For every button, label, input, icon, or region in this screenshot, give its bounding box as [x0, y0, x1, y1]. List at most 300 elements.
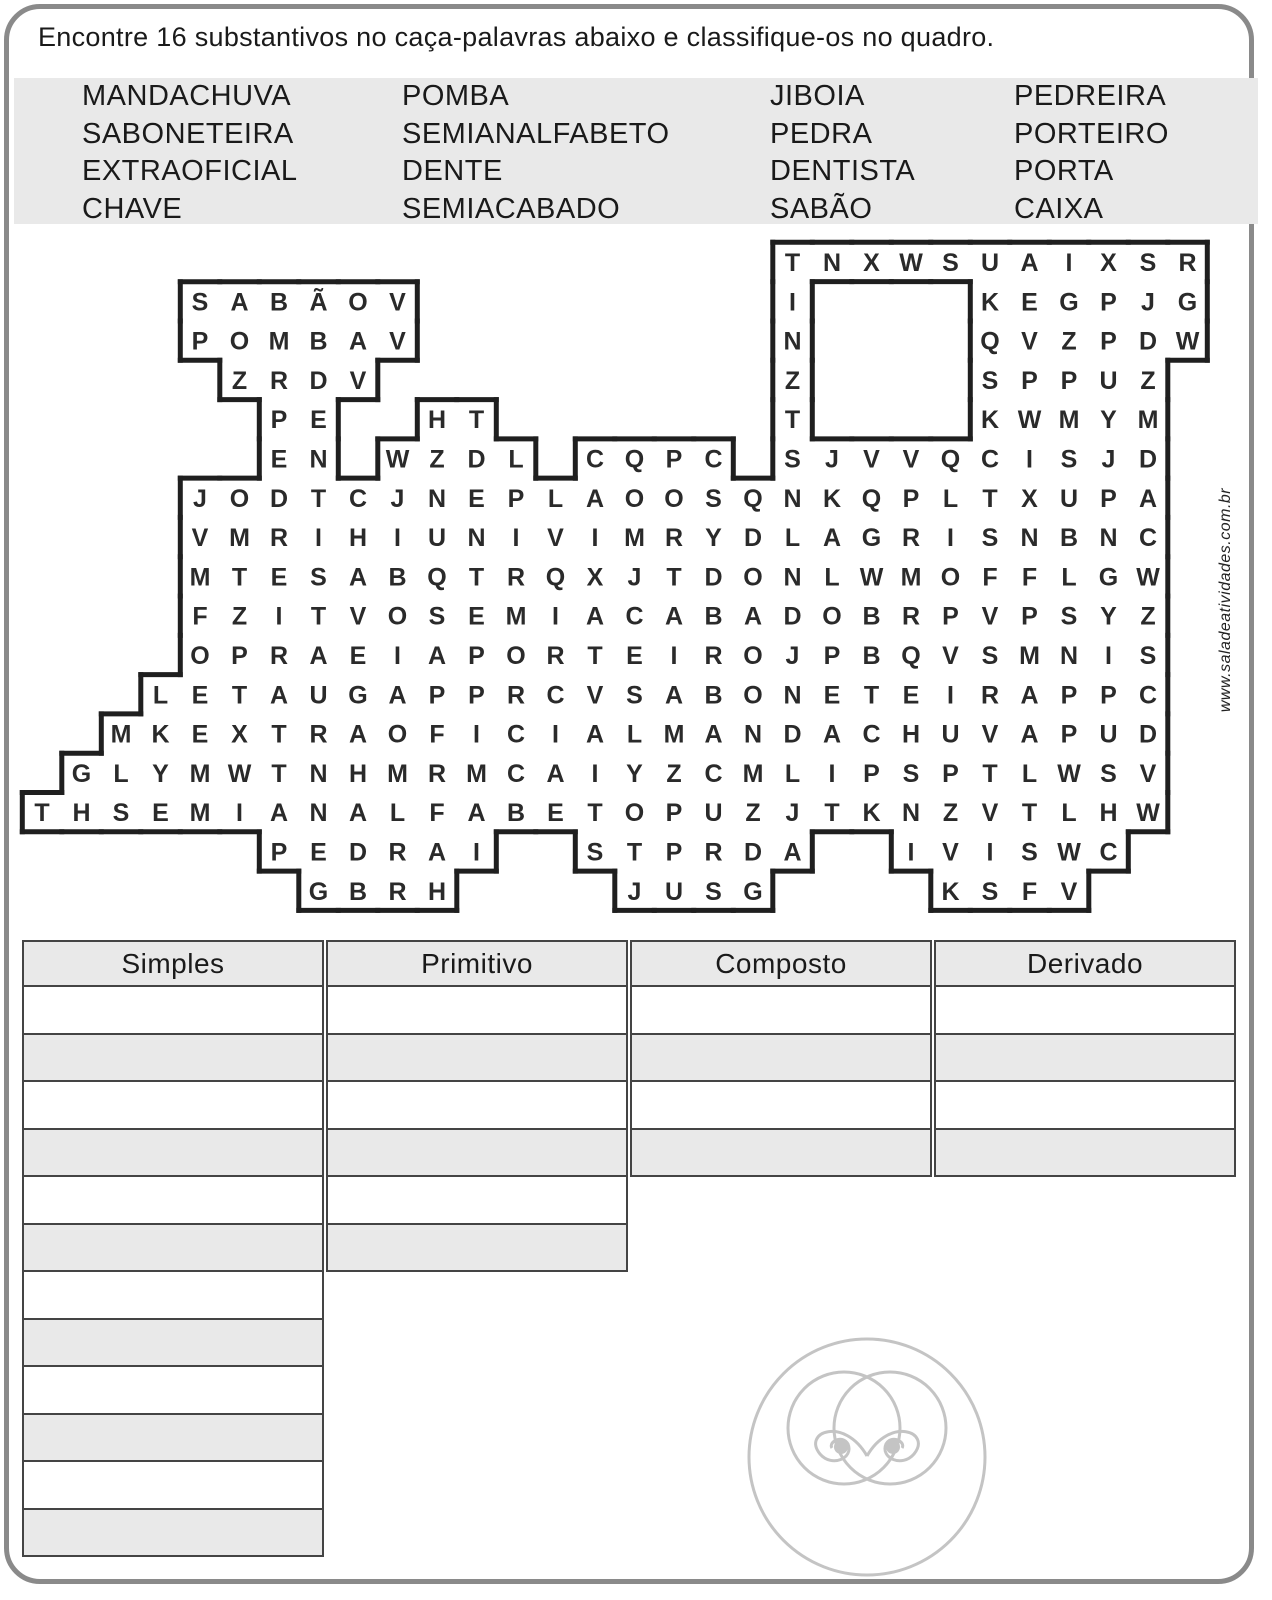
grid-letter[interactable]: F [982, 563, 998, 592]
grid-letter[interactable]: I [275, 602, 283, 631]
grid-letter[interactable]: O [743, 681, 763, 710]
answer-cell[interactable] [22, 1367, 324, 1415]
grid-letter[interactable]: L [508, 445, 524, 474]
grid-letter[interactable]: C [980, 445, 1000, 474]
grid-letter[interactable]: V [547, 524, 564, 553]
grid-letter[interactable]: R [901, 524, 921, 553]
grid-letter[interactable]: V [902, 445, 920, 474]
answer-cell[interactable] [22, 1225, 324, 1273]
grid-letter[interactable]: E [191, 720, 209, 749]
grid-letter[interactable]: T [784, 249, 801, 277]
grid-letter[interactable]: L [784, 759, 801, 788]
grid-letter[interactable]: R [269, 524, 289, 553]
grid-letter[interactable]: V [191, 524, 209, 553]
answer-cell[interactable] [934, 1082, 1236, 1130]
grid-letter[interactable]: J [825, 445, 839, 474]
answer-cell[interactable] [326, 1082, 628, 1130]
grid-letter[interactable]: T [824, 799, 840, 828]
grid-letter[interactable]: E [270, 563, 288, 592]
grid-letter[interactable]: S [981, 524, 999, 553]
grid-letter[interactable]: I [552, 720, 559, 749]
grid-letter[interactable]: A [585, 484, 605, 513]
grid-letter[interactable]: C [625, 602, 644, 631]
grid-letter[interactable]: J [390, 484, 405, 513]
answer-cell[interactable] [326, 1225, 628, 1273]
grid-letter[interactable]: L [824, 563, 840, 592]
grid-letter[interactable]: P [665, 838, 683, 867]
answer-cell[interactable] [22, 1130, 324, 1178]
grid-letter[interactable]: W [385, 445, 410, 474]
grid-letter[interactable]: R [704, 642, 723, 670]
grid-letter[interactable]: X [231, 720, 248, 749]
grid-letter[interactable]: N [309, 799, 328, 828]
grid-letter[interactable]: P [468, 642, 485, 670]
grid-letter[interactable]: V [389, 288, 406, 317]
answer-cell[interactable] [630, 987, 932, 1035]
grid-letter[interactable]: Ã [309, 288, 328, 317]
grid-letter[interactable]: P [507, 484, 525, 513]
grid-letter[interactable]: N [309, 445, 328, 474]
grid-letter[interactable]: B [704, 681, 723, 710]
grid-letter[interactable]: Q [545, 563, 566, 592]
grid-letter[interactable]: L [152, 681, 169, 710]
grid-letter[interactable]: U [941, 720, 960, 749]
grid-letter[interactable]: I [552, 602, 559, 631]
grid-letter[interactable]: T [231, 563, 248, 592]
grid-letter[interactable]: T [626, 838, 643, 867]
grid-letter[interactable]: A [743, 602, 763, 631]
grid-letter[interactable]: T [982, 759, 998, 788]
grid-letter[interactable]: F [429, 799, 445, 828]
grid-letter[interactable]: W [227, 759, 252, 788]
grid-letter[interactable]: S [1139, 249, 1157, 277]
grid-letter[interactable]: R [269, 642, 289, 670]
grid-letter[interactable]: C [862, 720, 881, 749]
grid-letter[interactable]: P [1060, 366, 1078, 395]
grid-letter[interactable]: I [394, 642, 401, 670]
answer-cell[interactable] [22, 1177, 324, 1225]
grid-letter[interactable]: M [189, 799, 211, 828]
grid-letter[interactable]: B [862, 602, 881, 631]
grid-letter[interactable]: P [1100, 288, 1117, 317]
grid-letter[interactable]: T [271, 759, 287, 788]
grid-letter[interactable]: O [664, 484, 684, 513]
grid-letter[interactable]: A [1020, 681, 1039, 710]
grid-letter[interactable]: N [1059, 642, 1079, 670]
grid-letter[interactable]: V [942, 642, 959, 670]
grid-letter[interactable]: U [704, 799, 723, 828]
grid-letter[interactable]: A [388, 681, 407, 710]
grid-letter[interactable]: L [389, 799, 406, 828]
grid-letter[interactable]: X [586, 563, 604, 592]
grid-letter[interactable]: Q [940, 445, 961, 474]
grid-letter[interactable]: J [627, 877, 642, 906]
grid-letter[interactable]: N [467, 524, 486, 553]
grid-letter[interactable]: I [512, 524, 520, 553]
grid-letter[interactable]: Z [429, 445, 445, 474]
grid-letter[interactable]: O [822, 602, 842, 631]
grid-letter[interactable]: G [71, 759, 92, 788]
grid-letter[interactable]: P [1100, 484, 1117, 513]
grid-letter[interactable]: B [1059, 524, 1079, 553]
grid-letter[interactable]: E [270, 445, 288, 474]
grid-letter[interactable]: W [1057, 759, 1081, 788]
grid-letter[interactable]: B [348, 877, 368, 906]
grid-letter[interactable]: P [1060, 720, 1078, 749]
grid-letter[interactable]: N [743, 720, 763, 749]
answer-cell[interactable] [326, 1035, 628, 1083]
grid-letter[interactable]: W [1057, 838, 1081, 867]
grid-letter[interactable]: B [269, 288, 289, 317]
grid-letter[interactable]: A [467, 799, 486, 828]
grid-letter[interactable]: S [981, 877, 999, 906]
grid-letter[interactable]: A [704, 720, 723, 749]
grid-letter[interactable]: A [309, 642, 328, 670]
grid-letter[interactable]: M [268, 327, 290, 356]
grid-letter[interactable]: C [506, 759, 526, 788]
grid-letter[interactable]: V [981, 602, 999, 631]
answer-cell[interactable] [22, 1035, 324, 1083]
grid-letter[interactable]: A [1138, 484, 1158, 513]
grid-letter[interactable]: R [388, 838, 407, 867]
grid-letter[interactable]: Z [784, 366, 801, 395]
grid-letter[interactable]: P [1100, 327, 1117, 356]
grid-letter[interactable]: S [428, 602, 446, 631]
answer-cell[interactable] [22, 1462, 324, 1510]
grid-letter[interactable]: X [1100, 249, 1117, 277]
grid-letter[interactable]: G [348, 681, 368, 710]
grid-letter[interactable]: D [783, 602, 802, 631]
grid-letter[interactable]: A [546, 759, 565, 788]
grid-letter[interactable]: T [863, 681, 880, 710]
grid-letter[interactable]: O [506, 642, 526, 670]
grid-letter[interactable]: U [980, 249, 1000, 277]
grid-letter[interactable]: D [1138, 327, 1158, 356]
grid-letter[interactable]: W [1136, 799, 1160, 828]
grid-letter[interactable]: U [427, 524, 447, 553]
answer-cell[interactable] [326, 1130, 628, 1178]
grid-letter[interactable]: M [189, 563, 211, 592]
grid-letter[interactable]: T [468, 406, 485, 435]
grid-letter[interactable]: O [229, 484, 250, 513]
grid-letter[interactable]: P [270, 406, 288, 435]
grid-letter[interactable]: S [942, 249, 959, 277]
grid-letter[interactable]: S [1060, 602, 1078, 631]
grid-letter[interactable]: M [624, 524, 645, 553]
grid-letter[interactable]: G [1098, 563, 1119, 592]
grid-letter[interactable]: A [230, 288, 249, 317]
grid-letter[interactable]: T [310, 602, 327, 631]
grid-letter[interactable]: L [784, 524, 801, 553]
grid-letter[interactable]: C [704, 445, 723, 474]
grid-letter[interactable]: W [1136, 563, 1160, 592]
grid-letter[interactable]: O [743, 563, 763, 592]
grid-letter[interactable]: Y [626, 759, 643, 788]
grid-letter[interactable]: C [348, 484, 368, 513]
grid-letter[interactable]: V [1139, 759, 1157, 788]
grid-letter[interactable]: X [863, 249, 880, 277]
grid-letter[interactable]: O [387, 720, 408, 749]
grid-letter[interactable]: A [427, 838, 447, 867]
answer-cell[interactable] [326, 1177, 628, 1225]
grid-letter[interactable]: A [348, 720, 368, 749]
grid-letter[interactable]: Z [942, 799, 959, 828]
grid-letter[interactable]: E [152, 799, 169, 828]
grid-letter[interactable]: P [863, 759, 880, 788]
grid-letter[interactable]: Z [1061, 327, 1077, 356]
grid-letter[interactable]: C [1099, 838, 1118, 867]
grid-letter[interactable]: V [981, 720, 999, 749]
grid-letter[interactable]: G [1059, 288, 1079, 317]
grid-letter[interactable]: P [942, 759, 959, 788]
grid-letter[interactable]: U [1099, 720, 1118, 749]
grid-letter[interactable]: O [624, 484, 645, 513]
grid-letter[interactable]: D [1138, 720, 1158, 749]
grid-letter[interactable]: M [1058, 406, 1080, 435]
grid-letter[interactable]: Y [1100, 602, 1117, 631]
grid-letter[interactable]: A [783, 838, 802, 867]
grid-letter[interactable]: O [743, 642, 763, 670]
grid-letter[interactable]: E [902, 681, 920, 710]
grid-letter[interactable]: U [664, 877, 684, 906]
grid-letter[interactable]: S [1139, 642, 1157, 670]
grid-letter[interactable]: M [663, 720, 685, 749]
grid-letter[interactable]: I [394, 524, 401, 553]
grid-letter[interactable]: S [1021, 838, 1038, 867]
grid-letter[interactable]: I [473, 720, 480, 749]
grid-letter[interactable]: Z [1140, 602, 1156, 631]
grid-letter[interactable]: Q [743, 484, 763, 513]
grid-letter[interactable]: P [231, 642, 248, 670]
grid-letter[interactable]: A [822, 720, 842, 749]
grid-letter[interactable]: I [591, 759, 599, 788]
grid-letter[interactable]: C [585, 445, 605, 474]
grid-letter[interactable]: T [271, 720, 287, 749]
grid-letter[interactable]: X [1021, 484, 1038, 513]
grid-letter[interactable]: P [1100, 681, 1117, 710]
grid-letter[interactable]: I [986, 838, 994, 867]
grid-letter[interactable]: T [587, 799, 603, 828]
grid-letter[interactable]: Q [980, 327, 1000, 356]
grid-letter[interactable]: P [823, 642, 841, 670]
grid-letter[interactable]: N [427, 484, 447, 513]
grid-letter[interactable]: P [270, 838, 288, 867]
grid-letter[interactable]: I [236, 799, 243, 828]
grid-letter[interactable]: R [704, 838, 723, 867]
grid-letter[interactable]: J [627, 563, 642, 592]
answer-cell[interactable] [22, 1510, 324, 1558]
grid-letter[interactable]: V [1060, 877, 1078, 906]
grid-letter[interactable]: T [666, 563, 682, 592]
grid-letter[interactable]: N [1020, 524, 1039, 553]
grid-letter[interactable]: I [670, 642, 678, 670]
grid-letter[interactable]: Q [427, 563, 447, 592]
grid-letter[interactable]: P [665, 799, 683, 828]
answer-cell[interactable] [22, 1320, 324, 1368]
grid-letter[interactable]: S [902, 759, 920, 788]
grid-letter[interactable]: Z [666, 759, 682, 788]
grid-letter[interactable]: A [822, 524, 842, 553]
grid-letter[interactable]: F [429, 720, 445, 749]
grid-letter[interactable]: I [947, 524, 954, 553]
grid-letter[interactable]: R [506, 681, 526, 710]
grid-letter[interactable]: E [823, 681, 841, 710]
grid-letter[interactable]: A [1020, 720, 1039, 749]
grid-letter[interactable]: W [1017, 406, 1042, 435]
grid-letter[interactable]: R [269, 366, 289, 395]
grid-letter[interactable]: S [705, 877, 722, 906]
grid-letter[interactable]: E [626, 642, 643, 670]
grid-letter[interactable]: G [861, 524, 882, 553]
grid-letter[interactable]: W [859, 563, 884, 592]
grid-letter[interactable]: V [863, 445, 880, 474]
grid-letter[interactable]: Y [705, 524, 722, 553]
grid-letter[interactable]: E [191, 681, 209, 710]
grid-letter[interactable]: S [1100, 759, 1117, 788]
answer-cell[interactable] [934, 987, 1236, 1035]
answer-cell[interactable] [934, 1035, 1236, 1083]
grid-letter[interactable]: T [784, 406, 801, 435]
grid-letter[interactable]: F [1021, 877, 1038, 906]
grid-letter[interactable]: H [348, 759, 368, 788]
grid-letter[interactable]: U [309, 681, 328, 710]
grid-letter[interactable]: O [348, 288, 368, 317]
grid-letter[interactable]: A [1020, 249, 1039, 277]
grid-letter[interactable]: D [743, 838, 763, 867]
grid-letter[interactable]: K [822, 484, 842, 513]
grid-letter[interactable]: T [231, 681, 248, 710]
grid-letter[interactable]: S [191, 288, 209, 317]
grid-letter[interactable]: B [388, 563, 407, 592]
grid-letter[interactable]: E [310, 406, 327, 435]
grid-letter[interactable]: J [785, 799, 800, 828]
grid-letter[interactable]: O [624, 799, 645, 828]
grid-letter[interactable]: P [942, 602, 959, 631]
grid-letter[interactable]: E [547, 799, 564, 828]
grid-letter[interactable]: A [348, 799, 368, 828]
grid-letter[interactable]: V [942, 838, 959, 867]
grid-letter[interactable]: S [1060, 445, 1078, 474]
grid-letter[interactable]: J [1101, 445, 1116, 474]
grid-letter[interactable]: I [828, 759, 836, 788]
grid-letter[interactable]: B [506, 799, 526, 828]
grid-letter[interactable]: A [348, 563, 368, 592]
grid-letter[interactable]: T [310, 484, 327, 513]
grid-letter[interactable]: S [310, 563, 327, 592]
grid-letter[interactable]: S [784, 445, 801, 474]
grid-letter[interactable]: R [901, 602, 921, 631]
grid-letter[interactable]: D [269, 484, 289, 513]
grid-letter[interactable]: P [1021, 602, 1038, 631]
grid-letter[interactable]: I [591, 524, 599, 553]
grid-letter[interactable]: Z [231, 366, 248, 395]
grid-letter[interactable]: I [1105, 642, 1112, 670]
grid-letter[interactable]: M [466, 759, 487, 788]
grid-letter[interactable]: P [1021, 366, 1038, 395]
grid-letter[interactable]: O [190, 642, 210, 670]
grid-letter[interactable]: P [468, 681, 485, 710]
grid-letter[interactable]: I [473, 838, 480, 867]
grid-letter[interactable]: G [1177, 288, 1198, 317]
grid-letter[interactable]: N [309, 759, 328, 788]
grid-letter[interactable]: H [901, 720, 921, 749]
grid-letter[interactable]: H [72, 799, 91, 828]
grid-letter[interactable]: M [742, 759, 764, 788]
grid-letter[interactable]: V [981, 799, 999, 828]
grid-letter[interactable]: Z [231, 602, 248, 631]
grid-letter[interactable]: O [229, 327, 250, 356]
grid-letter[interactable]: Q [624, 445, 645, 474]
grid-letter[interactable]: R [506, 563, 526, 592]
grid-letter[interactable]: M [900, 563, 922, 592]
grid-letter[interactable]: D [309, 366, 328, 395]
grid-letter[interactable]: A [427, 642, 447, 670]
answer-cell[interactable] [934, 1130, 1236, 1178]
grid-letter[interactable]: L [626, 720, 643, 749]
grid-letter[interactable]: G [308, 877, 329, 906]
grid-letter[interactable]: B [309, 327, 328, 356]
grid-letter[interactable]: I [1026, 445, 1033, 474]
grid-letter[interactable]: V [389, 327, 406, 356]
grid-letter[interactable]: S [626, 681, 643, 710]
grid-letter[interactable]: E [1021, 288, 1038, 317]
grid-letter[interactable]: D [704, 563, 723, 592]
grid-letter[interactable]: U [1059, 484, 1079, 513]
grid-letter[interactable]: J [785, 642, 800, 670]
grid-letter[interactable]: D [1138, 445, 1158, 474]
grid-letter[interactable]: T [34, 799, 50, 828]
grid-letter[interactable]: E [468, 484, 485, 513]
grid-letter[interactable]: L [547, 484, 564, 513]
grid-letter[interactable]: M [387, 759, 408, 788]
grid-letter[interactable]: M [110, 720, 132, 749]
grid-letter[interactable]: L [1061, 563, 1077, 592]
grid-letter[interactable]: M [229, 524, 250, 553]
grid-letter[interactable]: R [309, 720, 328, 749]
grid-letter[interactable]: R [427, 759, 447, 788]
grid-letter[interactable]: N [783, 563, 802, 592]
answer-cell[interactable] [22, 1415, 324, 1463]
grid-letter[interactable]: O [940, 563, 961, 592]
grid-letter[interactable]: B [704, 602, 723, 631]
grid-letter[interactable]: S [705, 484, 722, 513]
grid-letter[interactable]: A [269, 681, 289, 710]
grid-letter[interactable]: C [1138, 681, 1158, 710]
grid-letter[interactable]: V [349, 602, 367, 631]
grid-letter[interactable]: D [743, 524, 763, 553]
grid-letter[interactable]: W [899, 249, 923, 277]
grid-letter[interactable]: K [151, 720, 170, 749]
grid-letter[interactable]: A [269, 799, 289, 828]
grid-letter[interactable]: N [822, 249, 842, 277]
grid-letter[interactable]: N [783, 484, 802, 513]
grid-letter[interactable]: H [348, 524, 368, 553]
grid-letter[interactable]: E [310, 838, 327, 867]
grid-letter[interactable]: L [1021, 759, 1038, 788]
grid-letter[interactable]: E [349, 642, 367, 670]
grid-letter[interactable]: P [665, 445, 683, 474]
grid-letter[interactable]: R [1178, 249, 1197, 277]
grid-letter[interactable]: I [947, 681, 954, 710]
grid-letter[interactable]: F [192, 602, 208, 631]
grid-letter[interactable]: R [546, 642, 565, 670]
grid-letter[interactable]: I [789, 288, 796, 317]
grid-letter[interactable]: T [982, 484, 998, 513]
grid-letter[interactable]: Q [861, 484, 882, 513]
grid-letter[interactable]: B [862, 642, 881, 670]
grid-letter[interactable]: M [1019, 642, 1040, 670]
grid-letter[interactable]: T [468, 563, 485, 592]
